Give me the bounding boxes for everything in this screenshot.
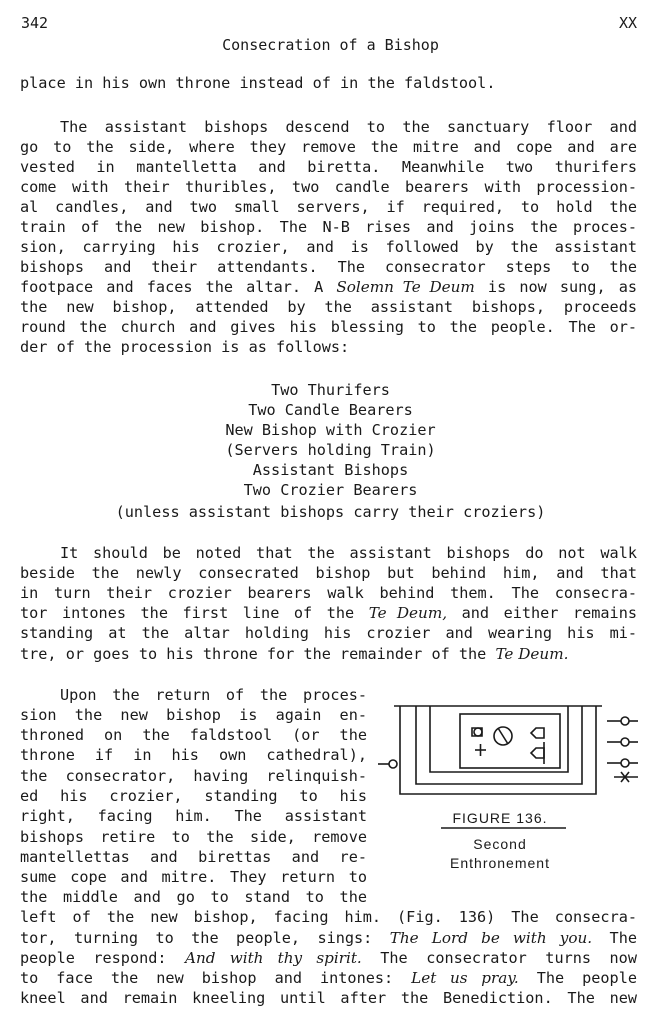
paragraph-line: the middle and go to stand to the xyxy=(20,888,367,906)
text-run: The people xyxy=(518,969,637,987)
paragraph-line: right, facing him. The assistant xyxy=(20,807,367,825)
italic-quote: And with thy spirit. xyxy=(185,949,362,967)
paragraph-line xyxy=(20,644,637,664)
paragraph-line: vested in mantelletta and biretta. Meanwhile two thurifers xyxy=(20,158,637,176)
paragraph-line: sion, carrying his crozier, and is followed by the assistant xyxy=(20,238,637,256)
paragraph-line: the new bishop, attended by the assistant bishops, proceeds xyxy=(20,298,637,316)
paragraph-line: standing at the altar holding his crozier and wearing his mi- xyxy=(20,624,637,642)
italic-title: Te Deum, xyxy=(368,604,448,622)
platform-outline xyxy=(430,706,568,772)
paragraph-line xyxy=(20,928,637,948)
italic-title: Te Deum. xyxy=(495,645,569,663)
paragraph-line: go to the side, where they remove the mitre and cope and are xyxy=(20,138,637,156)
assistant-bishop-icon xyxy=(531,748,544,758)
text-run: tor intones the first line of the xyxy=(20,604,369,622)
italic-title: Solemn Te Deum xyxy=(336,278,475,296)
procession-item: Two Thurifers xyxy=(271,381,390,399)
paragraph-line xyxy=(20,948,637,968)
paragraph-line: kneel and remain kneeling until after the Benediction. The new xyxy=(20,989,637,1007)
paragraph-line: al candles, and two small servers, if required, to hold the xyxy=(20,198,637,216)
paragraph-line: sume cope and mitre. They return to xyxy=(20,868,367,886)
figure-caption-line: Enthronement xyxy=(450,855,550,871)
paragraph-line xyxy=(20,968,637,988)
procession-item: Two Candle Bearers xyxy=(248,401,413,419)
paragraph-line xyxy=(20,277,637,297)
page-number: 342 xyxy=(21,14,49,32)
text-run: footpace and faces the altar. A xyxy=(20,278,337,296)
paragraph-line: round the church and gives his blessing to the people. The or- xyxy=(20,318,637,336)
paragraph-line: left of the new bishop, facing him. (Fig. 136) The consecra- xyxy=(20,908,637,926)
italic-quote: The Lord be with you. xyxy=(389,929,593,947)
assistant-bishop-icon xyxy=(531,728,544,738)
text-run: The consecrator turns now xyxy=(361,949,637,967)
chapter-number: XX xyxy=(618,14,637,32)
paragraph-line: sion the new bishop is again en- xyxy=(20,706,367,724)
figure-caption-line: Second xyxy=(473,836,527,852)
paragraph-line: train of the new bishop. The N-B rises and joins the proces- xyxy=(20,218,637,236)
text-run: is now sung, as xyxy=(474,278,637,296)
paragraph-line: The assistant bishops descend to the sanctuary floor and xyxy=(60,118,637,136)
paragraph-line: ed his crozier, standing to his xyxy=(20,787,367,805)
paragraph-line: mantellettas and birettas and re- xyxy=(20,848,367,866)
running-title: Consecration of a Bishop xyxy=(222,36,439,54)
paragraph-line: Upon the return of the proces- xyxy=(60,686,367,704)
paragraph-line: throned on the faldstool (or the xyxy=(20,726,367,744)
text-run: and either remains xyxy=(447,604,637,622)
text-run: tre, or goes to his throne for the remainder of the xyxy=(20,645,496,663)
italic-quote: Let us pray. xyxy=(411,969,519,987)
crozier-icon xyxy=(498,728,508,744)
text-run: tor, turning to the people, sings: xyxy=(20,929,390,947)
paragraph-line: der of the procession is as follows: xyxy=(20,338,350,356)
figure-label: FIGURE 136. xyxy=(452,810,548,826)
paragraph-line: throne if in his own cathedral), xyxy=(20,746,367,764)
paragraph-line: It should be noted that the assistant bishops do not walk xyxy=(60,544,637,562)
paragraph-line: bishops and their attendants. The consecrator steps to the xyxy=(20,258,637,276)
procession-item: New Bishop with Crozier xyxy=(225,421,436,439)
paragraph-line xyxy=(20,603,637,623)
paragraph-line: come with their thuribles, two candle bearers with procession- xyxy=(20,178,637,196)
procession-item: (Servers holding Train) xyxy=(225,441,436,459)
server-icon xyxy=(621,738,629,746)
procession-item: Assistant Bishops xyxy=(252,461,409,479)
figure-icon xyxy=(474,728,482,736)
server-icon xyxy=(621,759,629,767)
procession-item: Two Crozier Bearers xyxy=(243,481,418,499)
procession-item: (unless assistant bishops carry their croziers) xyxy=(115,503,546,521)
paragraph-line: place in his own throne instead of in the faldstool. xyxy=(20,74,496,92)
paragraph-line: the consecrator, having relinquish- xyxy=(20,767,367,785)
paragraph-line: bishops retire to the side, remove xyxy=(20,828,367,846)
figure-136-diagram xyxy=(376,684,646,884)
text-run: people respond: xyxy=(20,949,186,967)
paragraph-line: in turn their crozier bearers walk behind them. The consecra- xyxy=(20,584,637,602)
mc-icon xyxy=(389,760,397,768)
server-icon xyxy=(621,717,629,725)
paragraph-line: beside the newly consecrated bishop but behind him, and that xyxy=(20,564,637,582)
text-run: to face the new bishop and intones: xyxy=(20,969,412,987)
text-run: The xyxy=(592,929,637,947)
